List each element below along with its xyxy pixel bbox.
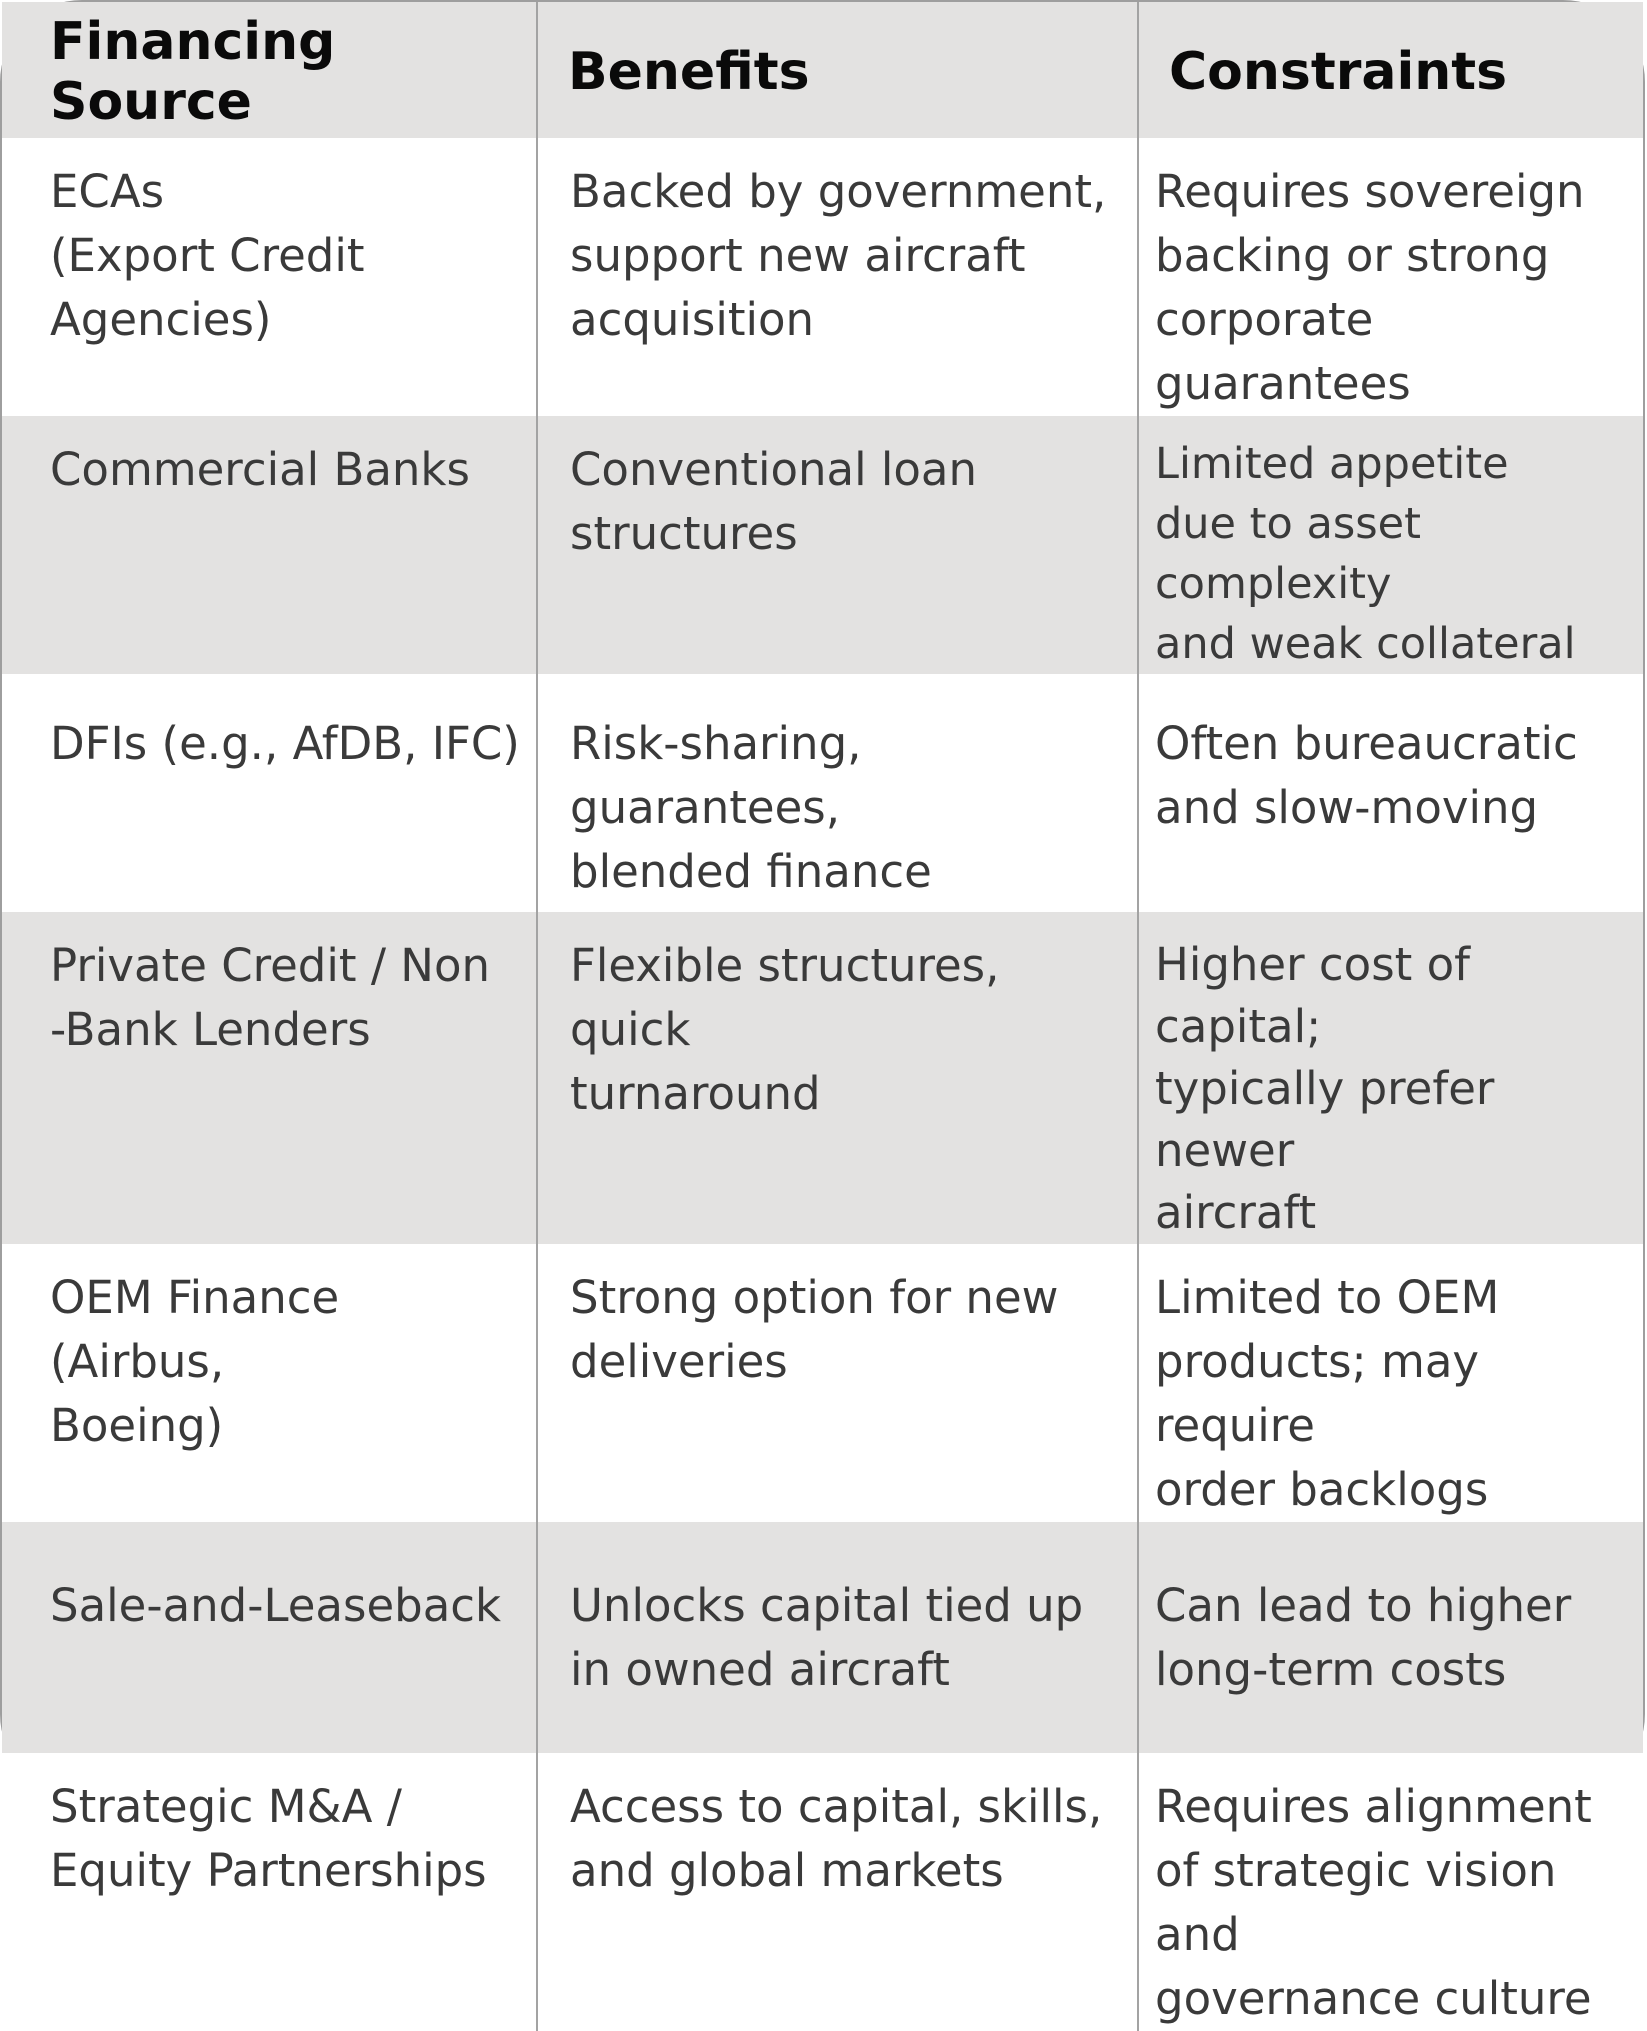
cell-financing-source: Sale-and-Leaseback bbox=[50, 1579, 502, 1632]
table-row bbox=[2, 1753, 1643, 2031]
cell-financing-source: ECAs (Export Credit Agencies) bbox=[50, 165, 365, 346]
cell-constraints: Requires sovereign backing or strong corporate guarantees bbox=[1138, 138, 1643, 416]
column-header-constraints: Constraints bbox=[1138, 2, 1643, 138]
cell-constraints: Limited to OEM products; may require order backlogs bbox=[1138, 1244, 1643, 1522]
cell-benefits: Unlocks capital tied up in owned aircraft bbox=[537, 1522, 1138, 1753]
cell-benefits: Flexible structures, quick turnaround bbox=[537, 912, 1138, 1244]
column-header-benefits: Benefits bbox=[537, 2, 1138, 138]
table-row bbox=[2, 138, 1643, 416]
table-row bbox=[2, 912, 1643, 1244]
cell-benefits: Risk-sharing, guarantees, blended finance bbox=[537, 674, 1138, 912]
cell-benefits: Conventional loan structures bbox=[537, 416, 1138, 674]
table-row bbox=[2, 674, 1643, 912]
cell-constraints: Higher cost of capital; typically prefer newer aircraft bbox=[1138, 912, 1643, 1244]
financing-table bbox=[2, 2, 1643, 2031]
cell-benefits: Strong option for new deliveries bbox=[537, 1244, 1138, 1522]
cell-constraints: Often bureaucratic and slow-moving bbox=[1138, 674, 1643, 912]
column-header-financing-source: Financing Source bbox=[50, 12, 336, 132]
cell-constraints: Can lead to higher long-term costs bbox=[1138, 1522, 1643, 1753]
cell-constraints: Requires alignment of strategic vision and governance culture bbox=[1138, 1753, 1643, 2031]
cell-benefits: Access to capital, skills, and global markets bbox=[537, 1753, 1138, 2031]
cell-financing-source: Private Credit / Non -Bank Lenders bbox=[50, 939, 491, 1056]
cell-benefits: Backed by government, support new aircraft acquisition bbox=[537, 138, 1138, 416]
cell-financing-source: Strategic M&A / Equity Partnerships bbox=[50, 1780, 487, 1897]
table-header-row bbox=[2, 2, 1643, 138]
cell-financing-source: Commercial Banks bbox=[50, 443, 470, 496]
table-row bbox=[2, 416, 1643, 674]
cell-financing-source: DFIs (e.g., AfDB, IFC) bbox=[50, 717, 520, 770]
cell-financing-source: OEM Finance (Airbus, Boeing) bbox=[50, 1271, 340, 1452]
cell-constraints: Limited appetite due to asset complexity and weak collateral bbox=[1138, 416, 1643, 674]
table-row bbox=[2, 1244, 1643, 1522]
table-row bbox=[2, 1522, 1643, 1753]
